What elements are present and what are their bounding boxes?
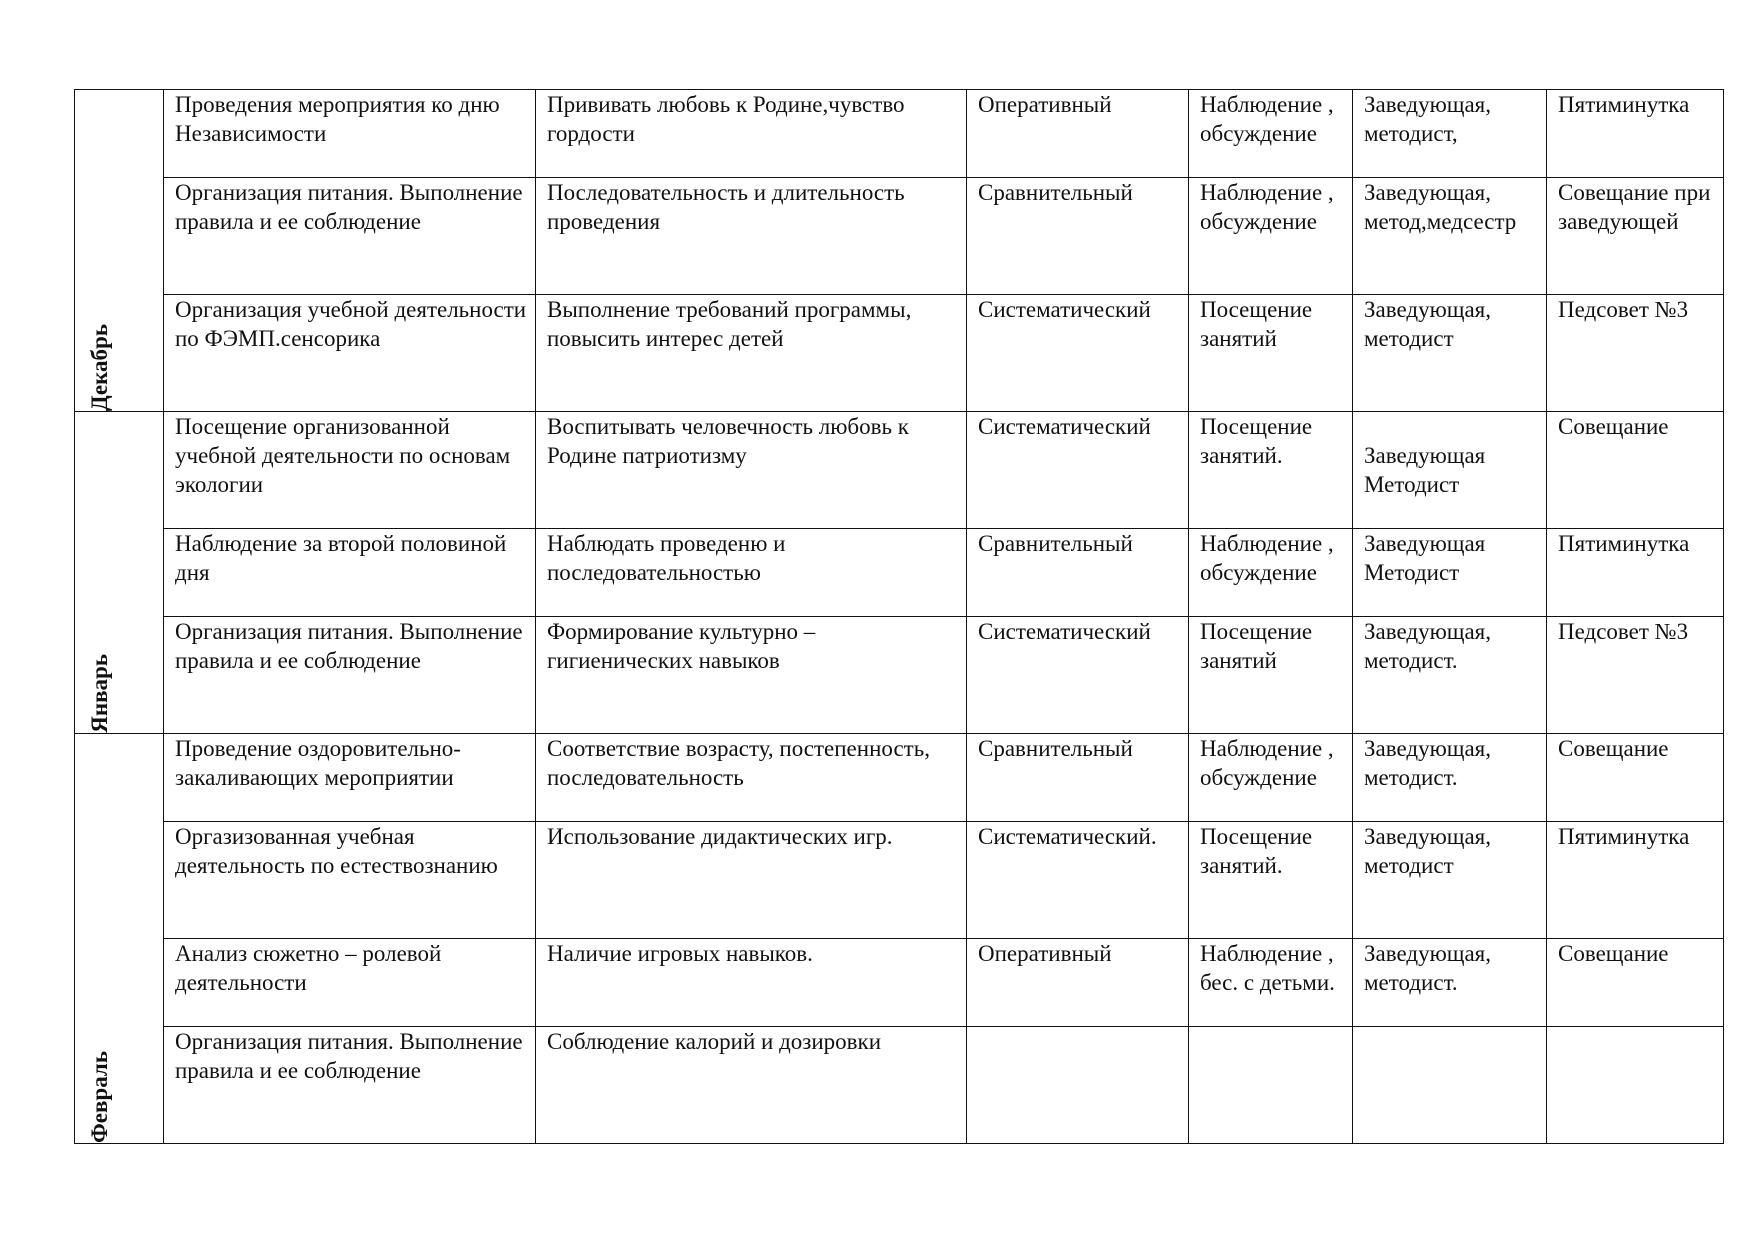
month-cell [75,412,164,734]
goal-cell: Воспитывать человечность любовь к Родине патриотизму [536,412,967,529]
table-row [75,295,1724,412]
month-cell [75,90,164,412]
method-cell: Посещение занятий. [1189,412,1353,529]
event-cell: Организация питания. Выполнение правила и ее соблюдение [164,1027,536,1144]
event-cell: Посещение организованной учебной деятельности по основам экологии [164,412,536,529]
responsible-cell: Заведующая, метод,медсестр [1353,178,1547,295]
event-cell: Проведения мероприятия ко дню Независимости [164,90,536,178]
type-cell: Систематический. [967,822,1189,939]
table-row [75,90,1724,178]
output-cell: Совещание при заведующей [1547,178,1724,295]
table-row [75,178,1724,295]
method-cell: Наблюдение , обсуждение [1189,90,1353,178]
type-cell: Сравнительный [967,734,1189,822]
event-cell: Организация питания. Выполнение правила и ее соблюдение [164,178,536,295]
goal-cell: Выполнение требований программы, повысить интерес детей [536,295,967,412]
type-cell: Систематический [967,295,1189,412]
event-cell: Организация учебной деятельности по ФЭМП.сенсорика [164,295,536,412]
month-cell [75,734,164,1144]
table-row [75,529,1724,617]
output-cell [1547,1027,1724,1144]
responsible-cell: Заведующая, методист [1353,295,1547,412]
type-cell [967,1027,1189,1144]
event-cell: Наблюдение за второй половиной дня [164,529,536,617]
goal-cell: Использование дидактических игр. [536,822,967,939]
table-row [75,734,1724,822]
output-cell: Пятиминутка [1547,529,1724,617]
month-label: Февраль [87,1051,112,1143]
goal-cell: Наличие игровых навыков. [536,939,967,1027]
responsible-text: Заведующая Методист [1364,443,1486,497]
method-cell: Наблюдение , обсуждение [1189,178,1353,295]
type-cell: Систематический [967,617,1189,734]
month-label: Январь [87,654,112,733]
goal-cell: Формирование культурно – гигиенических навыков [536,617,967,734]
responsible-cell: Заведующая, методист. [1353,734,1547,822]
responsible-cell: Заведующая, методист. [1353,939,1547,1027]
event-cell: Проведение оздоровительно-закаливающих мероприятии [164,734,536,822]
goal-cell: Соблюдение калорий и дозировки [536,1027,967,1144]
event-cell: Оргазизованная учебная деятельность по естествознанию [164,822,536,939]
goal-cell: Соответствие возрасту, постепенность, последовательность [536,734,967,822]
method-cell: Посещение занятий [1189,295,1353,412]
output-cell: Пятиминутка [1547,90,1724,178]
responsible-cell [1353,412,1547,529]
method-cell: Наблюдение , обсуждение [1189,529,1353,617]
table-row [75,822,1724,939]
event-cell: Анализ сюжетно – ролевой деятельности [164,939,536,1027]
table-row [75,1027,1724,1144]
goal-cell: Наблюдать проведеню и последовательностью [536,529,967,617]
responsible-cell: Заведующая, методист, [1353,90,1547,178]
type-cell: Оперативный [967,90,1189,178]
type-cell: Систематический [967,412,1189,529]
control-plan-table [74,89,1724,1144]
method-cell [1189,1027,1353,1144]
output-cell: Педсовет №3 [1547,295,1724,412]
responsible-cell [1353,1027,1547,1144]
type-cell: Оперативный [967,939,1189,1027]
table-row [75,939,1724,1027]
responsible-cell: Заведующая Методист [1353,529,1547,617]
type-cell: Сравнительный [967,529,1189,617]
event-cell: Организация питания. Выполнение правила и ее соблюдение [164,617,536,734]
table-row [75,617,1724,734]
output-cell: Педсовет №3 [1547,617,1724,734]
output-cell: Пятиминутка [1547,822,1724,939]
table-row [75,412,1724,529]
goal-cell: Последовательность и длительность проведения [536,178,967,295]
method-cell: Посещение занятий [1189,617,1353,734]
responsible-cell: Заведующая, методист. [1353,617,1547,734]
output-cell: Совещание [1547,412,1724,529]
method-cell: Наблюдение , бес. с детьми. [1189,939,1353,1027]
responsible-cell: Заведующая, методист [1353,822,1547,939]
output-cell: Совещание [1547,734,1724,822]
method-cell: Посещение занятий. [1189,822,1353,939]
type-cell: Сравнительный [967,178,1189,295]
method-cell: Наблюдение , обсуждение [1189,734,1353,822]
month-label: Декабрь [87,323,112,411]
output-cell: Совещание [1547,939,1724,1027]
goal-cell: Прививать любовь к Родине,чувство гордости [536,90,967,178]
